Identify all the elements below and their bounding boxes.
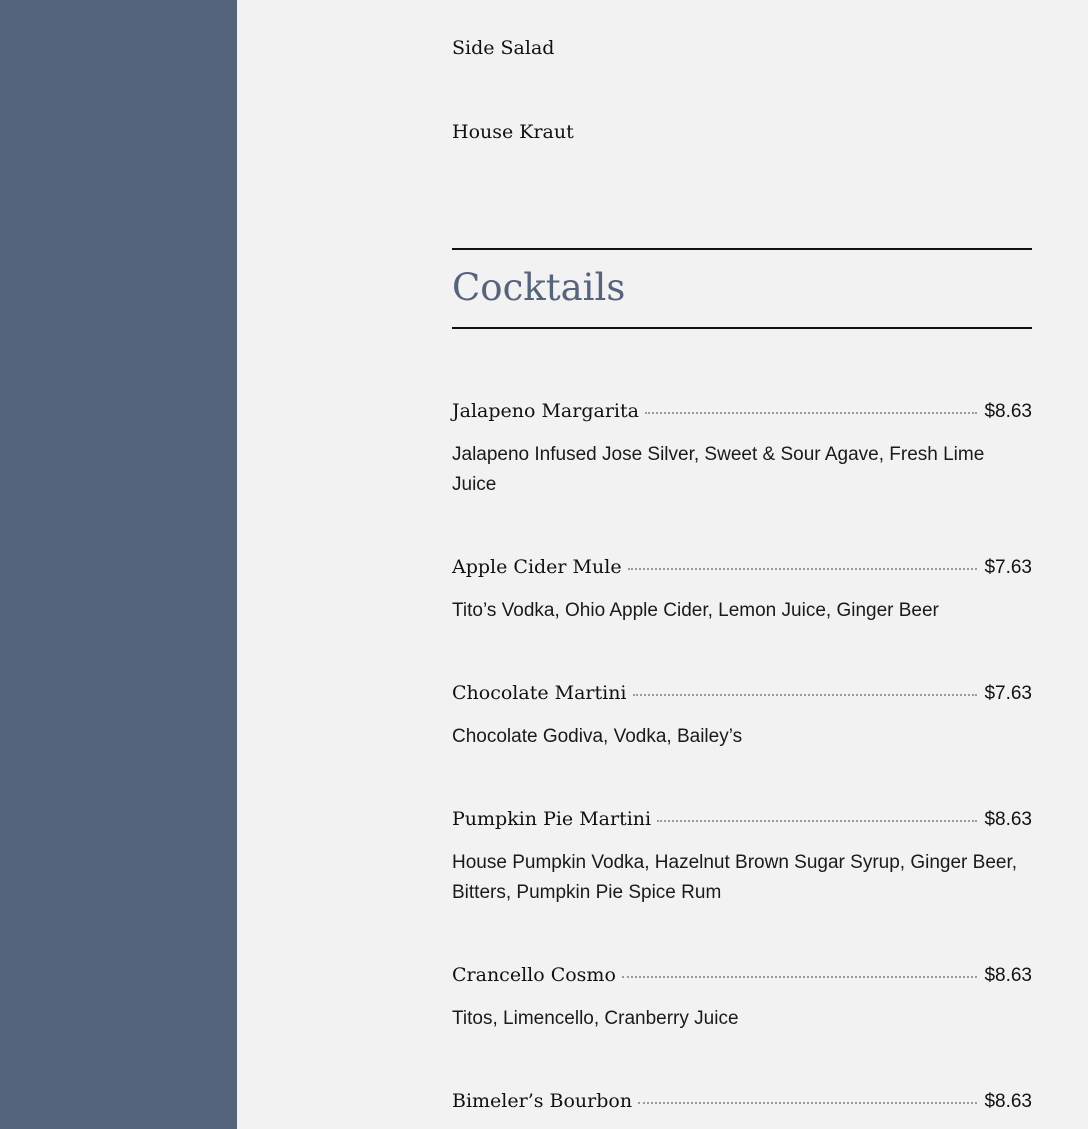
dot-leader xyxy=(657,820,977,822)
menu-item-row xyxy=(452,1090,1032,1118)
menu-item-description: Tito’s Vodka, Ohio Apple Cider, Lemon Juice, Ginger Beer xyxy=(452,600,939,621)
menu-item-row xyxy=(452,682,1032,710)
section-divider-bottom xyxy=(452,327,1032,329)
menu-item-row xyxy=(452,556,1032,584)
menu-item xyxy=(452,1090,1032,1118)
menu-item-price: $8.63 xyxy=(984,401,1032,422)
menu-item-description: House Pumpkin Vodka, Hazelnut Brown Sugar Syrup, Ginger Beer, Bitters, Pumpkin Pie Spice Rum xyxy=(452,852,1018,903)
menu-item-row xyxy=(452,808,1032,836)
menu-side-item: House Kraut xyxy=(452,121,574,143)
menu-item-price: $8.63 xyxy=(984,1091,1032,1112)
menu-item xyxy=(452,808,1032,908)
menu-item-name: Chocolate Martini xyxy=(452,682,627,704)
menu-item-price: $8.63 xyxy=(984,809,1032,830)
dot-leader xyxy=(645,412,978,414)
menu-item-name: Apple Cider Mule xyxy=(452,556,622,578)
menu-item xyxy=(452,556,1032,626)
menu-item-name: Pumpkin Pie Martini xyxy=(452,808,652,830)
menu-item-price: $8.63 xyxy=(984,965,1032,986)
menu-item-price: $7.63 xyxy=(984,557,1032,578)
menu-item xyxy=(452,964,1032,1034)
sidebar-panel xyxy=(0,0,237,1129)
menu-item-description: Chocolate Godiva, Vodka, Bailey’s xyxy=(452,726,743,747)
menu-item-name: Crancello Cosmo xyxy=(452,964,616,986)
dot-leader xyxy=(638,1102,977,1104)
menu-item-name: Jalapeno Margarita xyxy=(452,400,639,422)
menu-item-price: $7.63 xyxy=(984,683,1032,704)
menu-item-description: Jalapeno Infused Jose Silver, Sweet & Sour Agave, Fresh Lime Juice xyxy=(452,444,985,495)
menu-item xyxy=(452,400,1032,500)
menu-side-item: Side Salad xyxy=(452,37,555,59)
dot-leader xyxy=(622,976,978,978)
menu-item xyxy=(452,682,1032,752)
dot-leader xyxy=(628,568,978,570)
menu-item-row xyxy=(452,400,1032,428)
dot-leader xyxy=(633,694,978,696)
section-divider-top xyxy=(452,248,1032,250)
section-title: Cocktails xyxy=(452,266,626,309)
menu-item-name: Bimeler’s Bourbon xyxy=(452,1090,633,1112)
menu-item-row xyxy=(452,964,1032,992)
menu-item-description: Titos, Limencello, Cranberry Juice xyxy=(452,1008,739,1029)
